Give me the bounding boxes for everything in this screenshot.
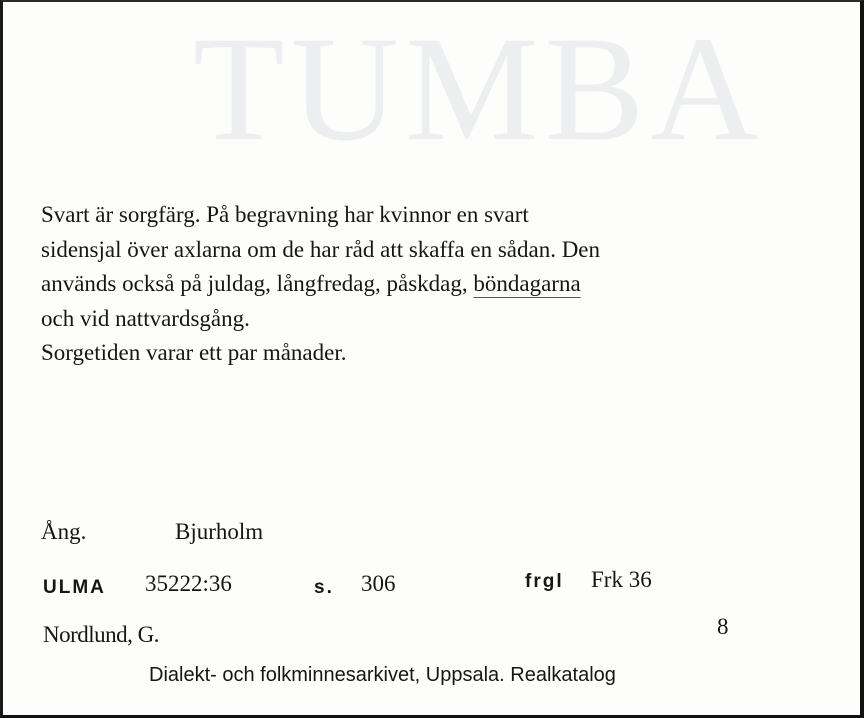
watermark [193, 14, 833, 154]
page-label: s. [314, 577, 334, 598]
card-number: 8 [717, 614, 729, 639]
frgl-value: Frk 36 [591, 567, 652, 592]
body-line: sidensjal över axlarna om de har råd att skaffa en sådan. Den [41, 236, 601, 262]
archive-footer: Dialekt- och folkminnesarkivet, Uppsala. Realkatalog [149, 664, 616, 686]
body-line: och vid nattvardsgång. [41, 305, 250, 331]
body-line-text: används också på juldag, långfredag, påskdag, [41, 271, 474, 296]
underlined-word: böndagarna [473, 271, 581, 296]
frgl-label: frgl [525, 571, 564, 592]
ang-value: Bjurholm [175, 519, 264, 544]
ang-label: Ång. [41, 519, 87, 544]
card-body-text [41, 198, 841, 371]
ulma-value: 35222:36 [145, 571, 232, 596]
body-line: Sorgetiden varar ett par månader. [41, 340, 347, 365]
watermark-text: TUMBA [193, 14, 765, 154]
body-line [41, 267, 841, 302]
ulma-label: ULMA [43, 577, 106, 598]
body-line: Svart är sorgfärg. På begravning har kvinnor en svart [41, 202, 529, 227]
author-name: Nordlund, G. [43, 622, 160, 647]
page-value: 306 [361, 571, 396, 596]
